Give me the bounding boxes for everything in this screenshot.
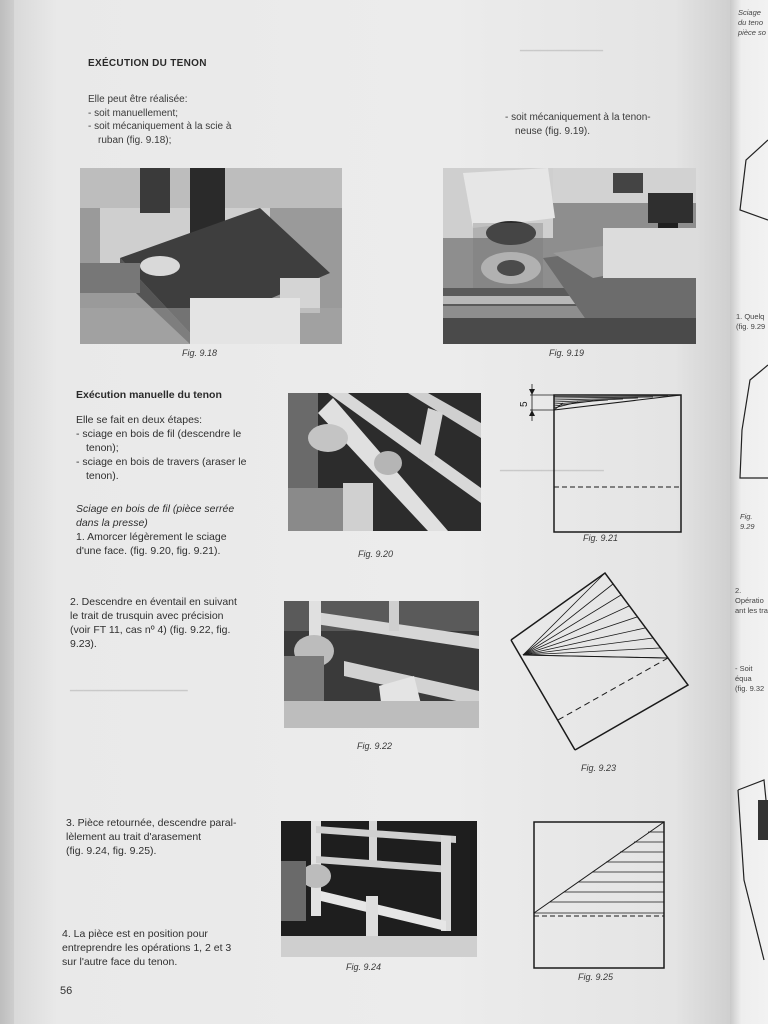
photo-tenoner-machine (443, 168, 696, 344)
adjacent-caption: Fig. 9.29 (740, 512, 755, 531)
step-4-text (62, 927, 277, 969)
diagram-first-cut (518, 380, 688, 540)
text-line: Elle se fait en deux étapes: (76, 414, 203, 426)
text-line: entreprendre les opérations 1, 2 et 3 (62, 942, 232, 954)
adjacent-text (735, 664, 768, 694)
text-line: du teno (738, 18, 764, 27)
bleed-through-shadow: ▁▁▁▁▁▁▁▁▁▁▁▁▁▁▁ (500, 461, 604, 471)
photo-fan-sawing (284, 601, 479, 728)
adjacent-text (738, 8, 766, 38)
diagram-fan-cut (508, 570, 693, 755)
text-line: ruban (fig. 9.18); (98, 134, 172, 146)
text-line: dans la presse) (76, 517, 148, 529)
text-line: pièce so (738, 28, 766, 37)
adjacent-page (730, 0, 768, 1024)
figure-caption: Fig. 9.23 (581, 763, 617, 773)
text-line: ant les tra (735, 606, 768, 615)
diagram-parallel-cut (530, 818, 670, 973)
text-line: - Soit équa (735, 664, 753, 683)
figure-caption: Fig. 9.21 (583, 533, 619, 543)
figure-caption: Fig. 9.24 (346, 962, 382, 972)
text-line: - soit mécaniquement à la scie à (88, 121, 232, 132)
text-line: 4. La pièce est en position pour (62, 928, 208, 940)
section-body (76, 413, 271, 483)
figure-caption: Fig. 9.25 (578, 972, 614, 982)
text-line: (voir FT 11, cas nº 4) (fig. 9.22, fig. (70, 624, 231, 636)
photo-band-saw (80, 168, 342, 344)
text-line: - soit mécaniquement à la tenon- (505, 112, 651, 123)
figure-caption: Fig. 9.18 (182, 348, 218, 358)
text-line: 1. Amorcer légèrement le sciage (76, 531, 227, 543)
text-line: d'une face. (fig. 9.20, fig. 9.21). (76, 545, 221, 557)
text-line: 3. Pièce retournée, descendre paral- (66, 817, 237, 829)
text-line: tenon). (86, 470, 119, 482)
intro-text (88, 93, 231, 147)
figure-caption: Fig. 9.19 (549, 348, 585, 358)
text-line: Sciage en bois de fil (pièce serrée (76, 503, 235, 515)
text-line: Elle peut être réalisée: (88, 94, 188, 105)
text-line: (fig. 9.32 (735, 684, 765, 693)
text-line: Sciage (738, 8, 761, 17)
italic-subheading (76, 502, 234, 530)
page-number: 56 (60, 985, 73, 997)
figure-caption: Fig. 9.22 (357, 741, 393, 751)
step-2-text (70, 595, 270, 651)
text-line: le trait de trusquin avec précision (70, 610, 224, 622)
text-line: - soit manuellement; (88, 107, 179, 119)
step-3-text (66, 816, 266, 858)
intro-text-right (505, 111, 651, 138)
adjacent-diagram (734, 760, 768, 980)
section-heading: EXÉCUTION DU TENON (88, 58, 207, 69)
dimension-label: 5 (519, 401, 530, 407)
step-1-text (76, 530, 276, 558)
section-subheading: Exécution manuelle du tenon (76, 389, 222, 401)
text-line: - sciage en bois de travers (araser le (76, 456, 247, 468)
text-line: 2. Descendre en éventail en suivant (70, 596, 237, 608)
text-line: lèlement au trait d'arasement (66, 831, 202, 843)
text-line: 1. Quelq (736, 312, 765, 321)
bleed-through-shadow: ▁▁▁▁▁▁▁▁▁▁▁▁▁▁▁▁▁ (70, 681, 188, 691)
text-line: (fig. 9.29 (736, 322, 766, 331)
text-line: 9.23). (70, 638, 97, 650)
text-line: sur l'autre face du tenon. (62, 956, 178, 968)
photo-sawing-start (288, 393, 481, 531)
adjacent-diagram (738, 360, 768, 490)
figure-caption: Fig. 9.20 (358, 549, 394, 559)
text-line: 2. Opératio (735, 586, 764, 605)
text-line: - sciage en bois de fil (descendre le (76, 428, 242, 440)
adjacent-text (736, 312, 765, 332)
adjacent-diagram (738, 130, 768, 240)
bleed-through-shadow: ▁▁▁▁▁▁▁▁▁▁▁▁ (520, 41, 604, 51)
photo-parallel-sawing (281, 821, 477, 957)
text-line: (fig. 9.24, fig. 9.25). (66, 845, 157, 857)
text-line: tenon); (86, 442, 119, 454)
text-line: neuse (fig. 9.19). (515, 125, 591, 137)
adjacent-text (735, 586, 768, 616)
